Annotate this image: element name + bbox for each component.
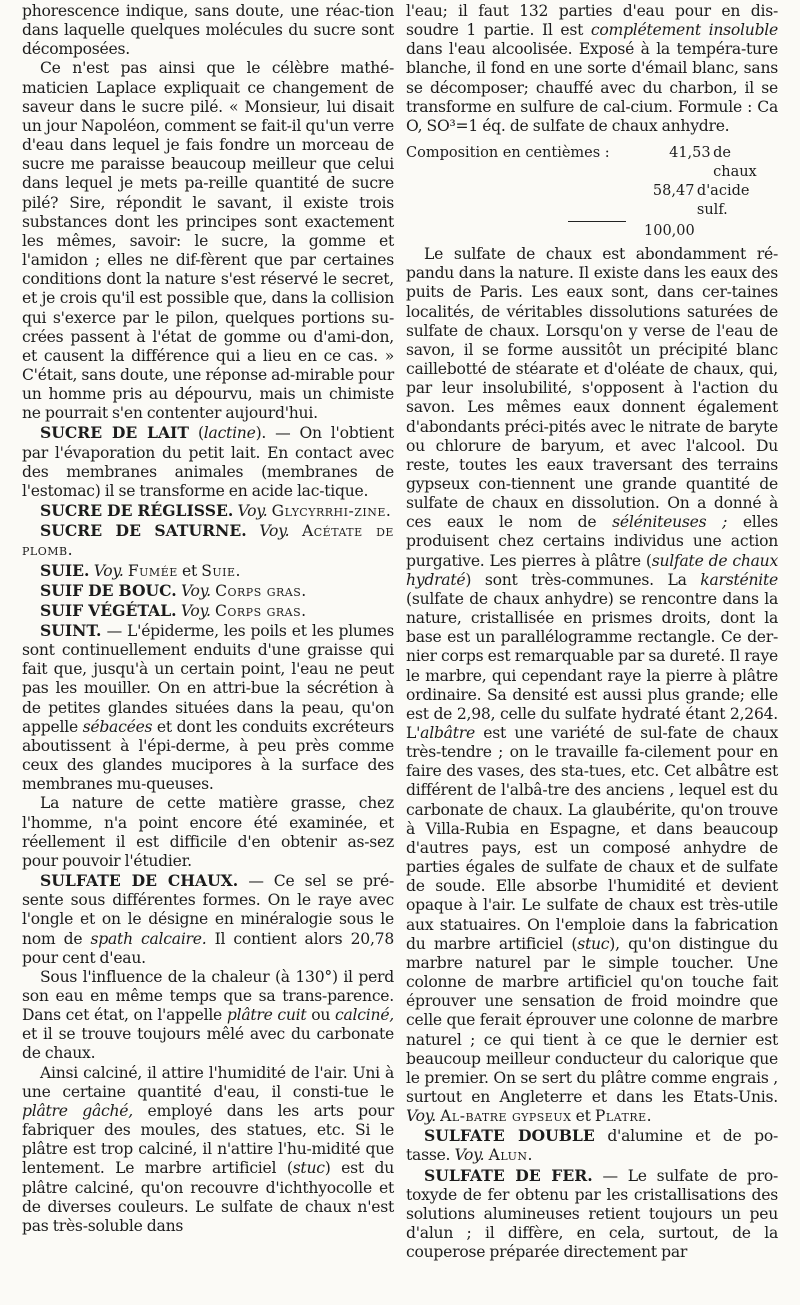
paragraph-text: est une variété de sul-fate de chaux très-tendre ; on le travaille fa-cilement pour en faire des vases, des sta-tues, etc. Cet albâtre est différent de l'albâ-tre des anciens , lequel est du carbonate de chaux. La glaubérite, qu'on trouve à Villa-Rubia en Espagne, et dans beaucoup d'autres pays, est un composé anhydre de parties égales de sulfate de chaux et de sulfate de soude. Elle absorbe l'humidité et devient opaque à l'air. Le sulfate de chaux est très-utile aux statuaires. On l'emploie dans la fabrication du marbre artificiel ( bbox=[406, 724, 778, 953]
paragraph-text: phorescence indique, sans doute, une réac-tion dans laquelle quelques molécules du sucre sont décomposées. bbox=[22, 2, 394, 59]
paragraph-text: elles produisent chez certains individus une action purgative. Les pierres à plâtre ( bbox=[406, 513, 779, 570]
italic-term: karsténite bbox=[700, 570, 778, 589]
paragraph-text: l'eau; il faut 132 parties d'eau pour en dis-soudre 1 partie. Il est bbox=[406, 2, 778, 40]
dictionary-paragraph bbox=[22, 794, 394, 871]
dictionary-paragraph bbox=[406, 1166, 778, 1263]
dictionary-paragraph bbox=[406, 245, 778, 1126]
paragraph-text: dans l'eau alcoolisée. Exposé à la tempéra-ture blanche, il fond en une sorte d'émail blanc, sans se décomposer; chauffé avec du charbon, il se transforme en sulfure de cal-cium. Formule : Ca O, SO³=1 éq. de sulfate de chaux anhydre. bbox=[406, 40, 778, 135]
paragraph-text: Sous l'influence de la chaleur (à 130°) il perd son eau en même temps que sa trans-parence. Dans cet état, on l'appelle bbox=[22, 967, 394, 1025]
left-column bbox=[22, 2, 394, 1236]
paragraph-text: ou bbox=[306, 1006, 336, 1025]
cross-reference: Al-batre gypseux bbox=[440, 1107, 572, 1126]
entry-headword: SUCRE DE SATURNE. bbox=[40, 521, 247, 541]
entry-headword: SUIE. bbox=[40, 560, 90, 580]
italic-term: sébacées bbox=[82, 717, 153, 736]
composition-label-chaux: de chaux bbox=[713, 145, 757, 181]
dictionary-paragraph bbox=[406, 2, 778, 136]
italic-term: stuc bbox=[292, 1159, 325, 1178]
paragraph-text: Ce n'est pas ainsi que le célèbre mathé-maticien Laplace expliquait ce changement de saveur dans le sucre pilé. « Monsieur, lui disait un jour Napoléon, comment se fait-il qu'un verre d'eau dans lequel je fais fondre un morceau de sucre me paraisse beaucoup meilleur que celui dans lequel je mets pa-reille quantité de sucre pilé? Sire, répondit le savant, il existe trois substances dont les principes sont exactement les mêmes, savoir: le sucre, la gomme et l'amidon ; elles ne dif-fèrent que par certaines conditions dont la nature s'est réservé le secret, et je crois qu'il est possible que, dans la collision qui s'exerce par le pilon, quelques portions su-crées passent à l'état de gomme ou d'ami-don, et causent la différence qui a lieu en ce cas. » C'était, sans doute, une réponse ad-mirable pour un homme pris au dépourvu, mais un chimiste ne pourrait s'en contenter aujourd'hui. bbox=[22, 59, 394, 423]
paragraph-text: — Ce sel se pré-sente sous différentes formes. On le raye avec l'ongle et on le désigne en minéralogie sous le nom de bbox=[22, 872, 394, 948]
italic-term: plâtre gâché, bbox=[22, 1101, 133, 1120]
paragraph-text: et bbox=[177, 561, 202, 580]
paragraph-text: et il se trouve toujours mêlé avec du carbonate de chaux. bbox=[22, 1025, 394, 1063]
dictionary-paragraph bbox=[22, 2, 394, 59]
paragraph-text: ). — On l'obtient par l'évaporation du petit lait. En contact avec des membranes animales (membranes de l'estomac) il se transforme en acide lac-tique. bbox=[22, 424, 394, 500]
cross-reference: Platre. bbox=[594, 1107, 653, 1126]
dictionary-paragraph bbox=[406, 1126, 778, 1165]
composition-table bbox=[406, 144, 778, 241]
composition-row bbox=[406, 182, 778, 220]
right-column-bottom-text bbox=[406, 245, 778, 1262]
entry-headword: SUINT. bbox=[40, 621, 102, 640]
italic-term: albâtre bbox=[420, 724, 475, 742]
italic-term: Voy. bbox=[237, 502, 268, 521]
dictionary-paragraph bbox=[22, 521, 394, 560]
italic-term: Voy. bbox=[259, 522, 290, 541]
italic-term: complétement insoluble bbox=[590, 21, 779, 40]
entry-headword: SUCRE DE RÉGLISSE. bbox=[40, 501, 234, 521]
dictionary-paragraph bbox=[22, 581, 394, 601]
italic-term: Voy. bbox=[93, 561, 124, 580]
italic-term: Voy. bbox=[180, 601, 211, 620]
paragraph-text bbox=[289, 522, 302, 540]
composition-value-acide: 58,47 bbox=[652, 183, 695, 200]
italic-term: séléniteuses ; bbox=[612, 513, 728, 532]
dictionary-paragraph bbox=[22, 871, 394, 968]
paragraph-text: — Le sulfate de pro-toxyde de fer obtenu par les cristallisations des solutions alumineuses retient toujours un peu d'alun ; il diffère, en cela, surtout, de la couperose préparée directement par bbox=[406, 1166, 778, 1262]
cross-reference: Acétate de plomb. bbox=[22, 522, 394, 560]
italic-term: Voy. bbox=[180, 581, 211, 600]
cross-reference: Suie. bbox=[201, 561, 241, 580]
dictionary-paragraph bbox=[22, 59, 394, 423]
paragraph-text: ), qu'on distingue du marbre naturel par le simple toucher. Une colonne de marbre artificiel qu'on touche fait éprouver une sensation de froid moindre que celle que ferait éprouver une colonne de marbre naturel ; ce qui tient à ce que le dernier est beaucoup meilleur conducteur du calorique que le premier. On se sert du plâtre comme engrais , surtout en Angleterre et dans les Etats-Unis. bbox=[406, 934, 778, 1106]
italic-term: sulfate de chaux hydraté bbox=[406, 551, 778, 589]
entry-headword: SULFATE DE FER. bbox=[424, 1165, 593, 1185]
paragraph-text: ) est du plâtre calciné, qu'on recouvre d'ichthyocolle et de diverses couleurs. Le sulfate de chaux n'est pas très-soluble dans bbox=[22, 1159, 394, 1235]
paragraph-text: — L'épiderme, les poils et les plumes sont continuellement enduits d'une graisse qui fait que, jusqu'à un certain point, l'eau ne peut pas les mouiller. On en attri-bue la sécrétion à de petites glandes situées dans la peau, qu'on appelle bbox=[22, 622, 394, 736]
italic-term: plâtre cuit bbox=[226, 1006, 307, 1025]
paragraph-text: Il contient alors 20,78 pour cent d'eau. bbox=[22, 929, 394, 967]
right-column bbox=[406, 2, 778, 1262]
cross-reference: Fumée bbox=[127, 561, 178, 580]
paragraph-text: La nature de cette matière grasse, chez l'homme, n'a point encore été examinée, et réellement il est difficile d'en obtenir as-sez pour pouvoir l'étudier. bbox=[22, 794, 394, 870]
entry-headword: SULFATE DOUBLE bbox=[424, 1126, 595, 1146]
paragraph-text: employé dans les arts pour fabriquer des moules, des statues, etc. Si le plâtre est trop calciné, il n'attire l'hu-midité que lentement. Le marbre artificiel ( bbox=[22, 1101, 395, 1178]
cross-reference: Glycyrrhi-zine. bbox=[271, 502, 392, 521]
paragraph-text: ( bbox=[188, 424, 204, 443]
paragraph-text: Ainsi calciné, il attire l'humidité de l'air. Uni à une certaine quantité d'eau, il consti-tue le bbox=[22, 1063, 394, 1101]
dictionary-paragraph bbox=[22, 423, 394, 501]
paragraph-text: Le sulfate de chaux est abondamment ré-pandu dans la nature. Il existe dans les eaux des puits de Paris. Les eaux sont, dans cer-taines localités, de véritables dissolutions saturées de sulfate de chaux. Lorsqu'on y verse de l'eau de savon, il se forme aussitôt un précipité blanc caillebotté de stéarate et d'oléate de chaux, qui, par leur insolubilité, s'opposent à l'action du savon. Les mêmes eaux donnent également d'abondants préci-pités avec le nitrate de baryte ou chlorure de baryum, et avec l'alcool. Du reste, toutes les eaux traversant des terrains gypseux con-tiennent une grande quantité de sulfate de chaux en dissolution. On a donné à ces eaux le nom de bbox=[406, 245, 778, 532]
entry-headword: SULFATE DE CHAUX. bbox=[40, 871, 239, 891]
italic-term: calciné, bbox=[335, 1006, 394, 1025]
paragraph-text: et bbox=[571, 1107, 595, 1126]
composition-total: 100,00 bbox=[644, 223, 695, 240]
dictionary-paragraph bbox=[22, 561, 394, 581]
paragraph-text: ) sont très-communes. La bbox=[465, 570, 701, 589]
cross-reference: Corps gras. bbox=[214, 601, 307, 620]
composition-lead: Composition en centièmes : bbox=[406, 145, 610, 162]
entry-headword: SUCRE DE LAIT bbox=[40, 423, 189, 443]
composition-value-chaux: 41,53 bbox=[669, 145, 711, 162]
italic-term: Voy. bbox=[406, 1107, 436, 1126]
composition-label-acide: d'acide sulf. bbox=[696, 183, 750, 219]
entry-headword: SUIF DE BOUC. bbox=[40, 580, 177, 600]
italic-term: stuc bbox=[577, 934, 610, 953]
italic-term: lactine bbox=[203, 424, 256, 443]
entry-headword: SUIF VÉGÉTAL. bbox=[40, 600, 177, 620]
dictionary-paragraph bbox=[22, 1064, 394, 1236]
cross-reference: Alun. bbox=[488, 1146, 533, 1165]
paragraph-text bbox=[247, 522, 260, 540]
italic-term: spath calcaire. bbox=[90, 929, 207, 948]
dictionary-paragraph bbox=[22, 968, 394, 1064]
dictionary-paragraph bbox=[22, 601, 394, 621]
cross-reference: Corps gras. bbox=[215, 581, 307, 600]
italic-term: Voy. bbox=[454, 1146, 485, 1165]
paragraph-text: et dont les conduits excréteurs aboutissent à l'épi-derme, à peu près comme ceux des glandes mucipores à la surface des membranes mu-queuses. bbox=[22, 717, 395, 794]
paragraph-text: (sulfate de chaux anhydre) se rencontre dans la nature, cristallisée en prismes droits, dont la base est un parallélogramme rectangle. Ce der-nier corps est remarquable par sa dureté. Il raye le marbre, qui cependant raye la pierre à plâtre ordinaire. Sa densité est aussi plus grande; elle est de 2,98, celle du sulfate hydraté étant 2,264. L' bbox=[406, 589, 778, 742]
dictionary-paragraph bbox=[22, 621, 394, 794]
composition-row bbox=[406, 144, 778, 182]
paragraph-text: d'alumine et de po-tasse. bbox=[406, 1127, 778, 1165]
dictionary-paragraph bbox=[22, 501, 394, 521]
right-column-top-text bbox=[406, 2, 778, 136]
